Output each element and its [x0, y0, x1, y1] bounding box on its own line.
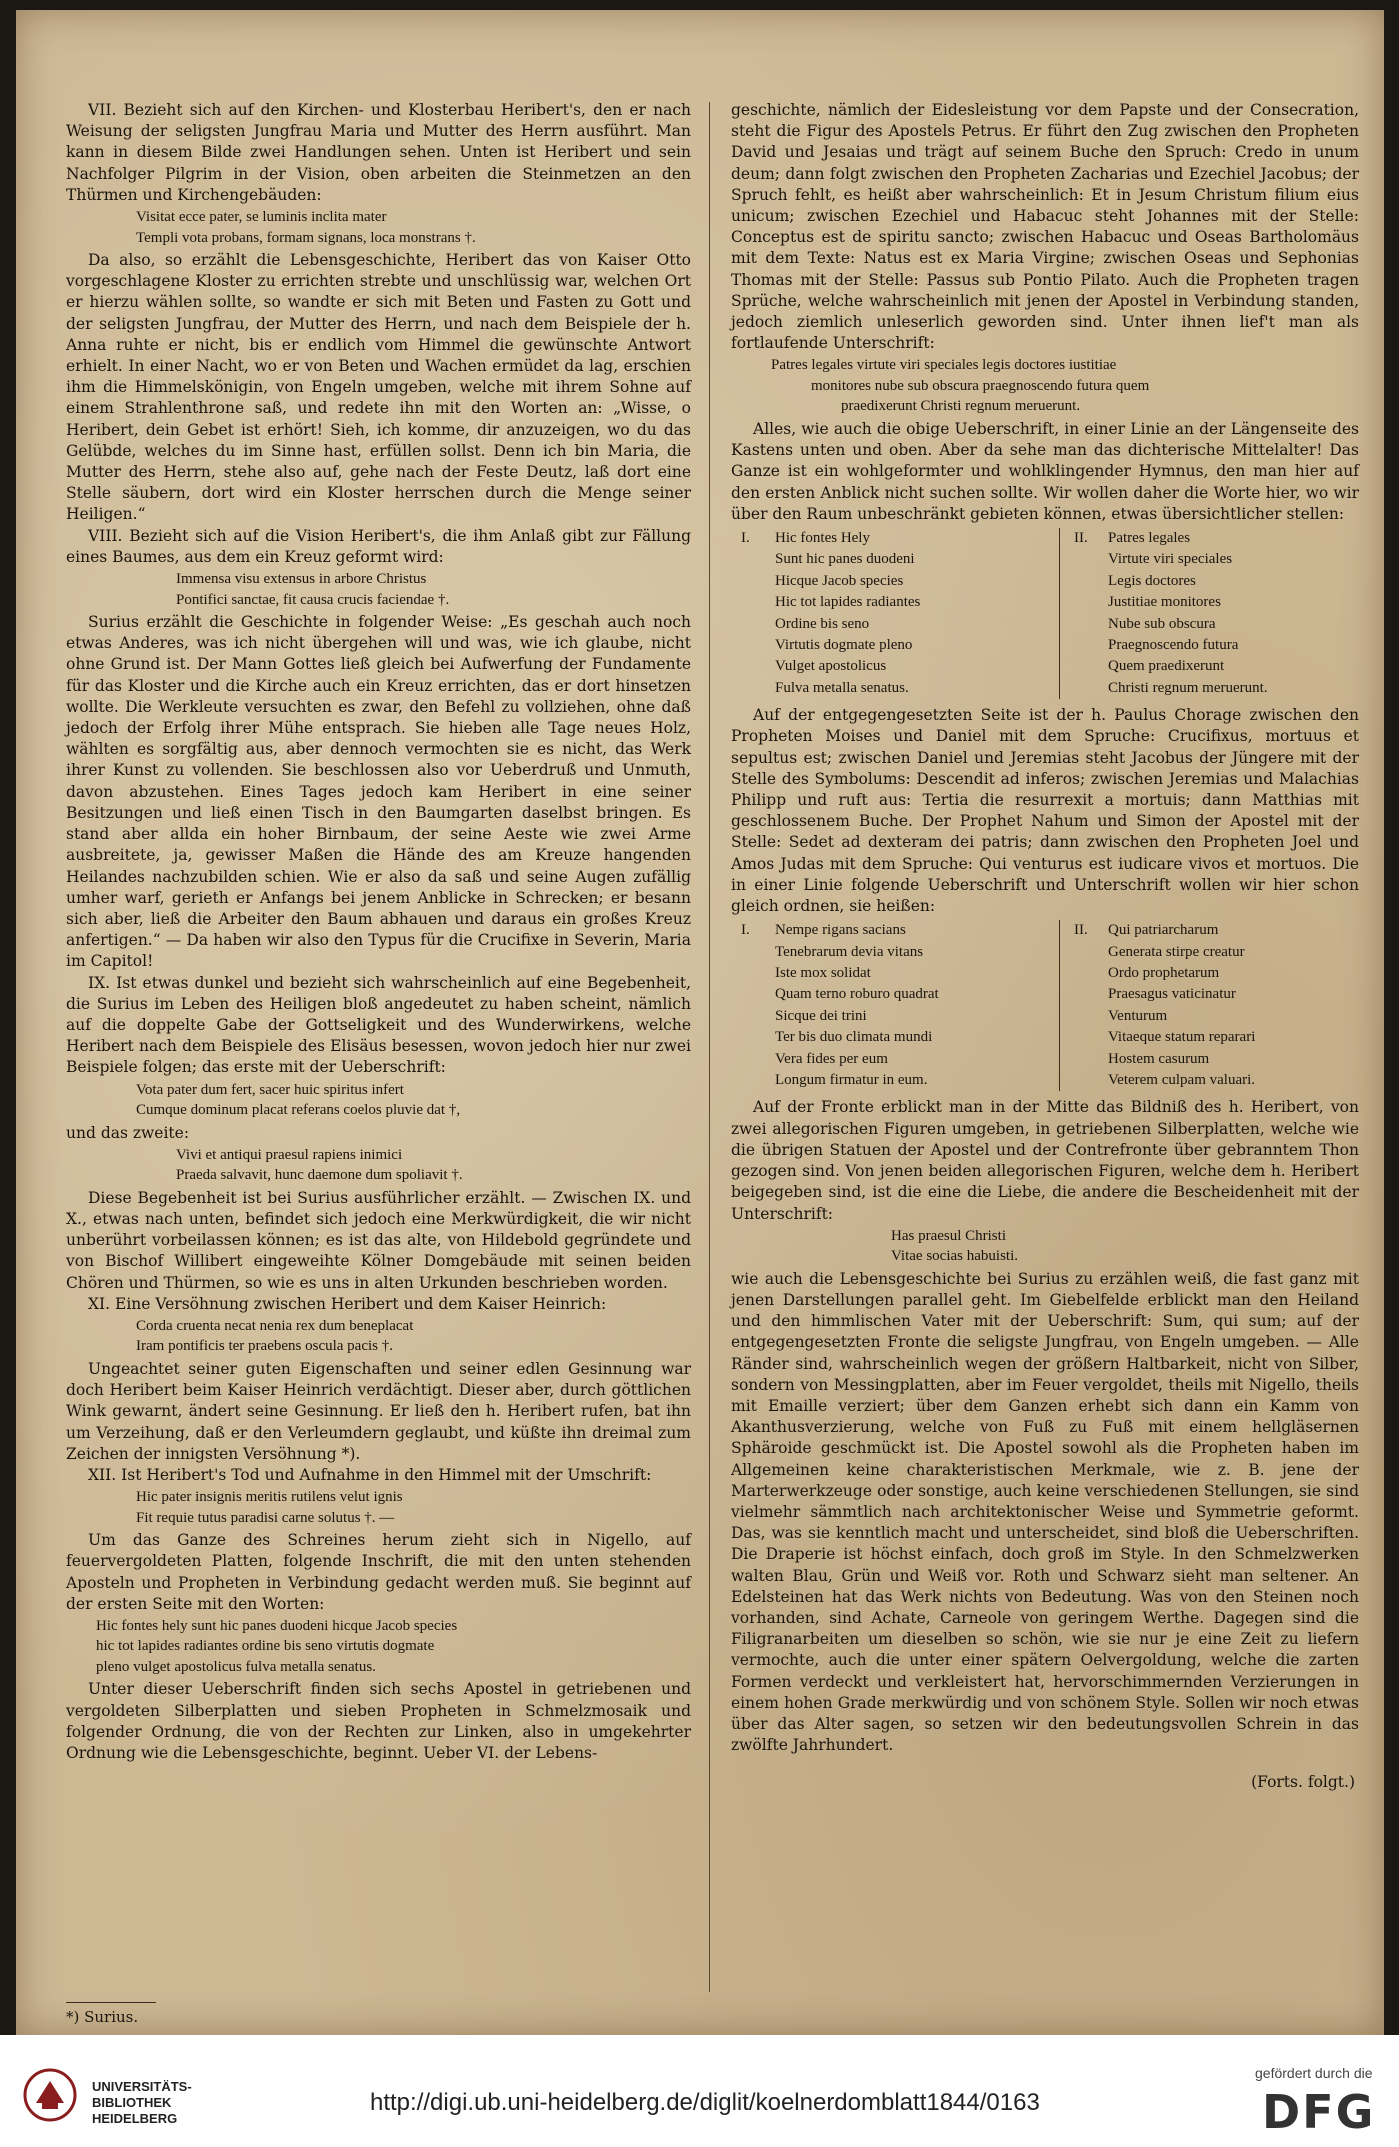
verse-line: Fit requie tutus paradisi carne solutus †. — — [136, 1509, 395, 1526]
verse-line: monitores nube sub obscura praegnoscendo futura quem — [811, 377, 1150, 394]
hymn-line: Venturum — [1108, 1007, 1168, 1024]
right-column — [731, 100, 1359, 1794]
verse-line: Has praesul Christi — [891, 1227, 1006, 1244]
verse-ix-a — [136, 1080, 691, 1121]
footnote: *) Surius. — [66, 2008, 139, 2026]
section-xi: XI. Eine Versöhnung zwischen Heribert und dem Kaiser Heinrich: — [88, 1294, 607, 1313]
paragraph: Ungeachtet seiner guten Eigenschaften und seiner edlen Gesinnung war doch Heribert beim Kaiser Heinrich verdächtigt. Dieser aber, durch göttlichen Wink gewarnt, ändert seine Gesinnung. Er ließ den h. Heribert rufen, bat ihn um Verzeihung, daß er den Verleumdern geglaubt, und küßte ihn dreimal zum Zeichen der innigsten Versöhnung *). — [66, 1359, 691, 1463]
hymn-table-2 — [741, 920, 1359, 1091]
hymn-line: Hostem casurum — [1108, 1050, 1210, 1067]
paragraph: Auf der Fronte erblickt man in der Mitte das Bildniß des h. Heribert, von zwei allegorischen Figuren umgeben, in getriebenen Silberplatten, welche wie die übrigen Statuen der Apostel und der Contrefronte über gebranntem Thon gezogen sind. Von jenen beiden allegorischen Figuren, welche dem h. Heribert beigegeben sind, ist die eine die Liebe, die andere die Bescheidenheit mit der Unterschrift: — [731, 1098, 1359, 1223]
hymn-line: Fulva metalla senatus. — [775, 679, 909, 696]
hymn-line: Christi regnum meruerunt. — [1108, 679, 1268, 696]
hymn-line: Quam terno roburo quadrat — [775, 986, 939, 1003]
hymn-line: Nempe rigans sacians — [775, 922, 906, 939]
hymn-line: Vulget apostolicus — [775, 658, 887, 675]
hymn-line: Justitiae monitores — [1108, 594, 1221, 611]
verse-viii — [176, 569, 691, 610]
paragraph: Da also, so erzählt die Lebensgeschichte, Heribert das von Kaiser Otto vorgeschlagene Kloster zu errichten strebte und unschlüssig war, welchen Ort er hierzu wählen sollte, so wandte er sich mit Beten und Fasten zu Gott und der seligsten Jungfrau, der Mutter des Herrn, und nach dem Beispiele der h. Anna ruhte er nicht, bis er endlich vom Himmel die gewünschte Antwort erhielt. In einer Nacht, wo er von Beten und Wachen ermüdet da lag, erschien ihm die Himmelskönigin, von Engeln umgeben, welche mit ihrem Sohne auf einem Strahlenthrone saß, und redete ihn mit den Worten an: „Wisse, o Heribert, dein Gebet ist erhört! Sieh, ich komme, dir anzuzeigen, wo du das Gelübde, welches du im Sinne hast, erfüllen sollst. Denn ich bin Maria, die Mutter des Herrn, stehe also auf, gehe nach der Feste Deutz, laß dort eine Stelle säubern, dort wird ein Kloster herrschen durch die Menge seiner Heiligen.“ — [66, 251, 691, 524]
section-ix: IX. Ist etwas dunkel und bezieht sich wahrscheinlich auf eine Begebenheit, die Surius im Leben des Heiligen bloß angedeutet zu haben scheint, nämlich auf die doppelte Gabe der Gottseligkeit und des Wunderwirkens, welche Heribert nach dem Beispiele des Elisäus besessen, wovon jedoch hier nur zwei Beispiele folgen; das erste mit der Ueberschrift: — [66, 973, 691, 1077]
verse-line: Corda cruenta necat nenia rex dum beneplacat — [136, 1317, 414, 1334]
verse-line: Vitae socias habuisti. — [891, 1248, 1018, 1265]
hymn-col-i — [741, 528, 1060, 699]
paragraph: Alles, wie auch die obige Ueberschrift, in einer Linie an der Längenseite des Kastens unten und oben. Aber da sehe man das dichterische Mittelalter! Das Ganze ist ein wohlgeformter und wohlklingender Hymnus, den man hier auf den ersten Anblick nicht suchen sollte. Wir wollen daher die Worte hier, wo wir über den Raum unbeschränkt gebieten können, etwas übersichtlicher stellen: — [731, 419, 1359, 523]
col-number: II. — [1074, 529, 1088, 546]
hymn-line: Iste mox solidat — [775, 965, 871, 982]
scanned-page — [16, 10, 1384, 2035]
column-divider — [709, 102, 710, 1992]
library-name — [92, 2079, 192, 2127]
hymn-col-ii — [1060, 528, 1268, 699]
verse-line: Immensa visu extensus in arbore Christus — [176, 571, 427, 588]
digitization-footer — [0, 2035, 1399, 2147]
verse-line: Hic pater insignis meritis rutilens velut ignis — [136, 1489, 403, 1506]
hymn-line: Virtute viri speciales — [1108, 551, 1233, 568]
hymn-line: Longum firmatur in eum. — [775, 1072, 928, 1089]
funded-by-label: gefördert durch die — [1255, 2065, 1373, 2081]
hymn-line: Ordo prophetarum — [1108, 965, 1220, 982]
hymn-line: Vitaeque statum reparari — [1108, 1029, 1256, 1046]
verse-line: hic tot lapides radiantes ordine bis seno virtutis dogmate — [96, 1638, 435, 1655]
hymn-line: Legis doctores — [1108, 572, 1196, 589]
verse-patres — [771, 355, 1359, 417]
paragraph: Um das Ganze des Schreines herum zieht sich in Nigello, auf feuervergoldeten Platten, folgende Inschrift, die mit den unten stehenden Aposteln und Propheten in Verbindung gedacht werden muß. Sie beginnt auf der ersten Seite mit den Worten: — [66, 1531, 691, 1613]
verse-line: Cumque dominum placat referans coelos pluvie dat †, — [136, 1102, 461, 1119]
section-xii: XII. Ist Heribert's Tod und Aufnahme in den Himmel mit der Umschrift: — [88, 1465, 652, 1484]
library-name-line: UNIVERSITÄTS- — [92, 2079, 192, 2094]
paragraph: Auf der entgegengesetzten Seite ist der h. Paulus Chorage zwischen den Propheten Moises und Daniel mit dem Spruche: Crucifixus, mortuus et sepultus est; zwischen Daniel und Jeremias steht Jacobus der Jüngere mit der Stelle des Symbolums: Descendit ad inferos; zwischen Jeremias und Malachias Philipp und ruft aus: Tertia die resurrexit a mortuis; dann Matthias mit geschlossenem Buche. Der Prophet Nahum und Simon der Apostel mit der Stelle: Sedet ad dexteram dei patris; dann zwischen den Propheten Joel und Amos Judas mit dem Spruche: Qui venturus est iudicare vivos et mortuos. Die in einer Linie folgende Ueberschrift und Unterschrift wollen wir hier schon gleich ordnen, sie heißen: — [731, 706, 1359, 916]
hymn-line: Hic tot lapides radiantes — [775, 594, 921, 611]
verse-line: Visitat ecce pater, se luminis inclita mater — [136, 209, 387, 226]
paragraph: und das zweite: — [66, 1123, 190, 1142]
col-number: I. — [741, 922, 750, 939]
source-url-link[interactable]: http://digi.ub.uni-heidelberg.de/diglit/koelnerdomblatt1844/0163 — [370, 2089, 1040, 2116]
paragraph: Unter dieser Ueberschrift finden sich sechs Apostel in getriebenen und vergoldeten Silberplatten und sieben Propheten in Schmelzmosaik und folgender Ordnung, die von der Rechten zur Linken, also in umgekehrter Ordnung wie die Lebensgeschichte, beginnt. Ueber VI. der Lebens- — [66, 1680, 691, 1763]
section-vii: VII. Bezieht sich auf den Kirchen- und Klosterbau Heribert's, den er nach Weisung der seligsten Jungfrau Maria und Mutter des Herrn ausführt. Man kann in diesem Bilde zwei Handlungen sehen. Unten ist Heribert und sein Nachfolger Pilgrim in der Vision, oben arbeiten die Steinmetzen an den Thürmen und Kirchengebäuden: — [66, 101, 691, 204]
hymn-line: Qui patriarcharum — [1108, 922, 1219, 939]
verse-inscription — [96, 1616, 691, 1678]
col-number: I. — [741, 529, 750, 546]
university-seal-icon — [22, 2067, 84, 2123]
verse-line: Praeda salvavit, hunc daemone dum spoliavit †. — [176, 1167, 463, 1184]
paragraph: Diese Begebenheit ist bei Surius ausführlicher erzählt. — Zwischen IX. und X., etwas nach unten, befindet sich jedoch eine Merkwürdigkeit, die wir nicht unberührt vorbeilassen können; es ist das alte, von Hildebold gegründete und von Bischof Willibert eingeweihte Kölner Domgebäude mit seinen beiden Chören und Thürmen, so wie es uns in alten Urkunden beschrieben worden. — [66, 1188, 691, 1292]
hymn-line: Generata stirpe creatur — [1108, 943, 1245, 960]
dfg-logo: DFG — [1262, 2085, 1376, 2139]
library-name-line: HEIDELBERG — [92, 2111, 178, 2126]
verse-line: praedixerunt Christi regnum meruerunt. — [841, 398, 1081, 415]
left-column — [66, 100, 691, 1764]
verse-praesul — [891, 1226, 1359, 1267]
verse-line: Hic fontes hely sunt hic panes duodeni hicque Jacob species — [96, 1617, 458, 1634]
hymn-line: Hicque Jacob species — [775, 572, 904, 589]
hymn-line: Tenebrarum devia vitans — [775, 943, 924, 960]
verse-vii — [136, 207, 691, 248]
library-name-line: BIBLIOTHEK — [92, 2095, 172, 2110]
hymn-line: Quem praedixerunt — [1108, 658, 1225, 675]
hymn-line: Sicque dei trini — [775, 1007, 867, 1024]
verse-xi — [136, 1316, 691, 1357]
verse-line: Templi vota probans, formam signans, loca monstrans †. — [136, 229, 476, 246]
continued-note: (Forts. folgt.) — [1251, 1773, 1355, 1792]
paragraph: geschichte, nämlich der Eidesleistung vor dem Papste und der Consecration, steht die Figur des Apostels Petrus. Er führt den Zug zwischen den Propheten David und Jesaias und trägt auf seinem Buche den Spruch: Credo in unum deum; dann folgt zwischen den Propheten Zacharias und Ezechiel Jacobus; der Spruch fehlt, es heißt aber wahrscheinlich: Et in Jesum Christum filium eius unicum; zwischen Ezechiel und Habacuc steht Johannes mit der Stelle: Conceptus est de spiritu sancto; zwischen Habacuc und Oseas Bartholomäus mit dem Texte: Natus est ex Maria Virgine; zwischen Oseas und Sephonias Thomas mit der Stelle: Passus sub Pontio Pilato. Auch die Propheten tragen Sprüche, welche wahrscheinlich mit jenen der Apostel in Verbindung standen, jedoch ziemlich unleserlich geworden sind. Unter ihnen lief't man als fortlaufende Unterschrift: — [731, 101, 1359, 353]
paragraph: Surius erzählt die Geschichte in folgender Weise: „Es geschah auch noch etwas Anderes, was ich nicht übergehen will und was, wie ich glaube, nicht ohne Grund ist. Der Mann Gottes ließ gleich bei Aufwerfung der Fundamente für das Kloster und die Kirche auch ein Kreuz errichten, das er dort hinsetzen wollte. Die Werkleute versuchten es zwar, den Befehl zu vollziehen, ohne daß jedoch der Erfolg ihrer Mühe entsprach. Sie hieben alle Tage neues Holz, wählten es sorgfältig aus, aber dennoch vermochten sie es nicht, das Werk ihrer Kunst zu vollenden. Sie beschlossen also vor Ueberdruß und Unmuth, davon abzustehen. Eines Tages jedoch kam Heribert in eine seiner Besitzungen und ließ einen Tisch in den Baumgarten daselbst bringen. Es stand aber allda ein hoher Birnbaum, der seine Aeste wie zwei Arme ausbreitete, ja, gewisser Maßen die Hände des am Kreuze hangenden Heilandes nachzubilden schien. Wie er also da saß und seine Augen zufällig umher warf, gerieth er Anfangs bei jenem Anblicke in Schrecken; er besann sich aber, ließ die Arbeiter den Baum abhauen und daraus ein großes Kreuz anfertigen.“ — Da haben wir also den Typus für die Crucifixe in Severin, Maria im Capitol! — [66, 613, 691, 971]
verse-line: Iram pontificis ter praebens oscula pacis †. — [136, 1338, 393, 1355]
hymn-line: Veterem culpam valuari. — [1108, 1072, 1256, 1089]
hymn-line: Nube sub obscura — [1108, 615, 1216, 632]
verse-line: Pontifici sanctae, fit causa crucis faciendae †. — [176, 591, 450, 608]
footnote-rule — [66, 2002, 156, 2003]
hymn-line: Ter bis duo climata mundi — [775, 1029, 933, 1046]
hymn-line: Vera fides per eum — [775, 1050, 888, 1067]
hymn-line: Virtutis dogmate pleno — [775, 636, 913, 653]
hymn-line: Praesagus vaticinatur — [1108, 986, 1236, 1003]
hymn-line: Praegnoscendo futura — [1108, 636, 1239, 653]
verse-line: pleno vulget apostolicus fulva metalla senatus. — [96, 1658, 376, 1675]
hymn-col-i — [741, 920, 1060, 1091]
hymn-line: Sunt hic panes duodeni — [775, 551, 915, 568]
section-viii: VIII. Bezieht sich auf die Vision Heribert's, die ihm Anlaß gibt zur Fällung eines Baumes, aus dem ein Kreuz geformt wird: — [66, 526, 691, 566]
hymn-line: Patres legales — [1108, 529, 1191, 546]
verse-ix-b — [176, 1145, 691, 1186]
hymn-col-ii — [1060, 920, 1255, 1091]
verse-line: Vivi et antiqui praesul rapiens inimici — [176, 1146, 403, 1163]
hymn-line: Hic fontes Hely — [775, 529, 870, 546]
verse-xii — [136, 1487, 691, 1528]
hymn-line: Ordine bis seno — [775, 615, 870, 632]
paragraph: wie auch die Lebensgeschichte bei Surius zu erzählen weiß, die fast ganz mit jenen Darstellungen parallel geht. Im Giebelfelde erblickt man den Heiland und den himmlischen Vater mit der Ueberschrift: Sum, qui sum; auf der entgegengesetzten Fronte die seligste Jungfrau, von Engeln umgeben. — Alle Ränder sind, wahrscheinlich wegen der größern Haltbarkeit, nicht von Silber, sondern von Messingplatten, aber im Feuer vergoldet, theils mit Nigello, theils mit Emaille verziert; über dem Ganzen erhebt sich dann ein Kamm von Akanthusverzierung, welche von Fuß zu Fuß mit einem hellgläsernen Sphäroide geschmückt ist. Die Apostel sowohl als die Propheten haben im Allgemeinen keine charakteristischen Merkmale, wie z. B. jene der Marterwerkzeuge oder sonstige, auch keine verschiedenen Stellungen, sie sind vielmehr sämmtlich nach architektonischer Weise und Symmetrie geformt. Das, was sie kenntlich macht und unterscheidet, sind bloß die Ueberschriften. Die Draperie ist höchst einfach, doch groß im Style. In den Schmelzwerken walten Blau, Grün und Weiß vor. Roth und Schwarz sieht man seltener. An Edelsteinen hat das Werk nichts von Bedeutung. Was von den Steinen noch vorhanden, sind Achate, Carneole von geringem Werthe. Dagegen sind die Filigranarbeiten um dieselben so schön, wie sie nur je eine Zeit zu liefern vermochte, auch die unter einer spätern Oelvergoldung, welche die zarten Formen verdeckt und verkleistert hat, hervorschimmernden Verzierungen in einem hohen Grade merkwürdig und von schönem Style. Sollen wir noch etwas über das Alter sagen, so setzen wir den bedeutungsvollen Schrein in das zwölfte Jahrhundert. — [731, 1269, 1359, 1755]
col-number: II. — [1074, 922, 1088, 939]
hymn-table-1 — [741, 528, 1359, 699]
verse-line: Vota pater dum fert, sacer huic spiritus infert — [136, 1081, 404, 1098]
verse-line: Patres legales virtute viri speciales legis doctores iustitiae — [771, 357, 1117, 374]
